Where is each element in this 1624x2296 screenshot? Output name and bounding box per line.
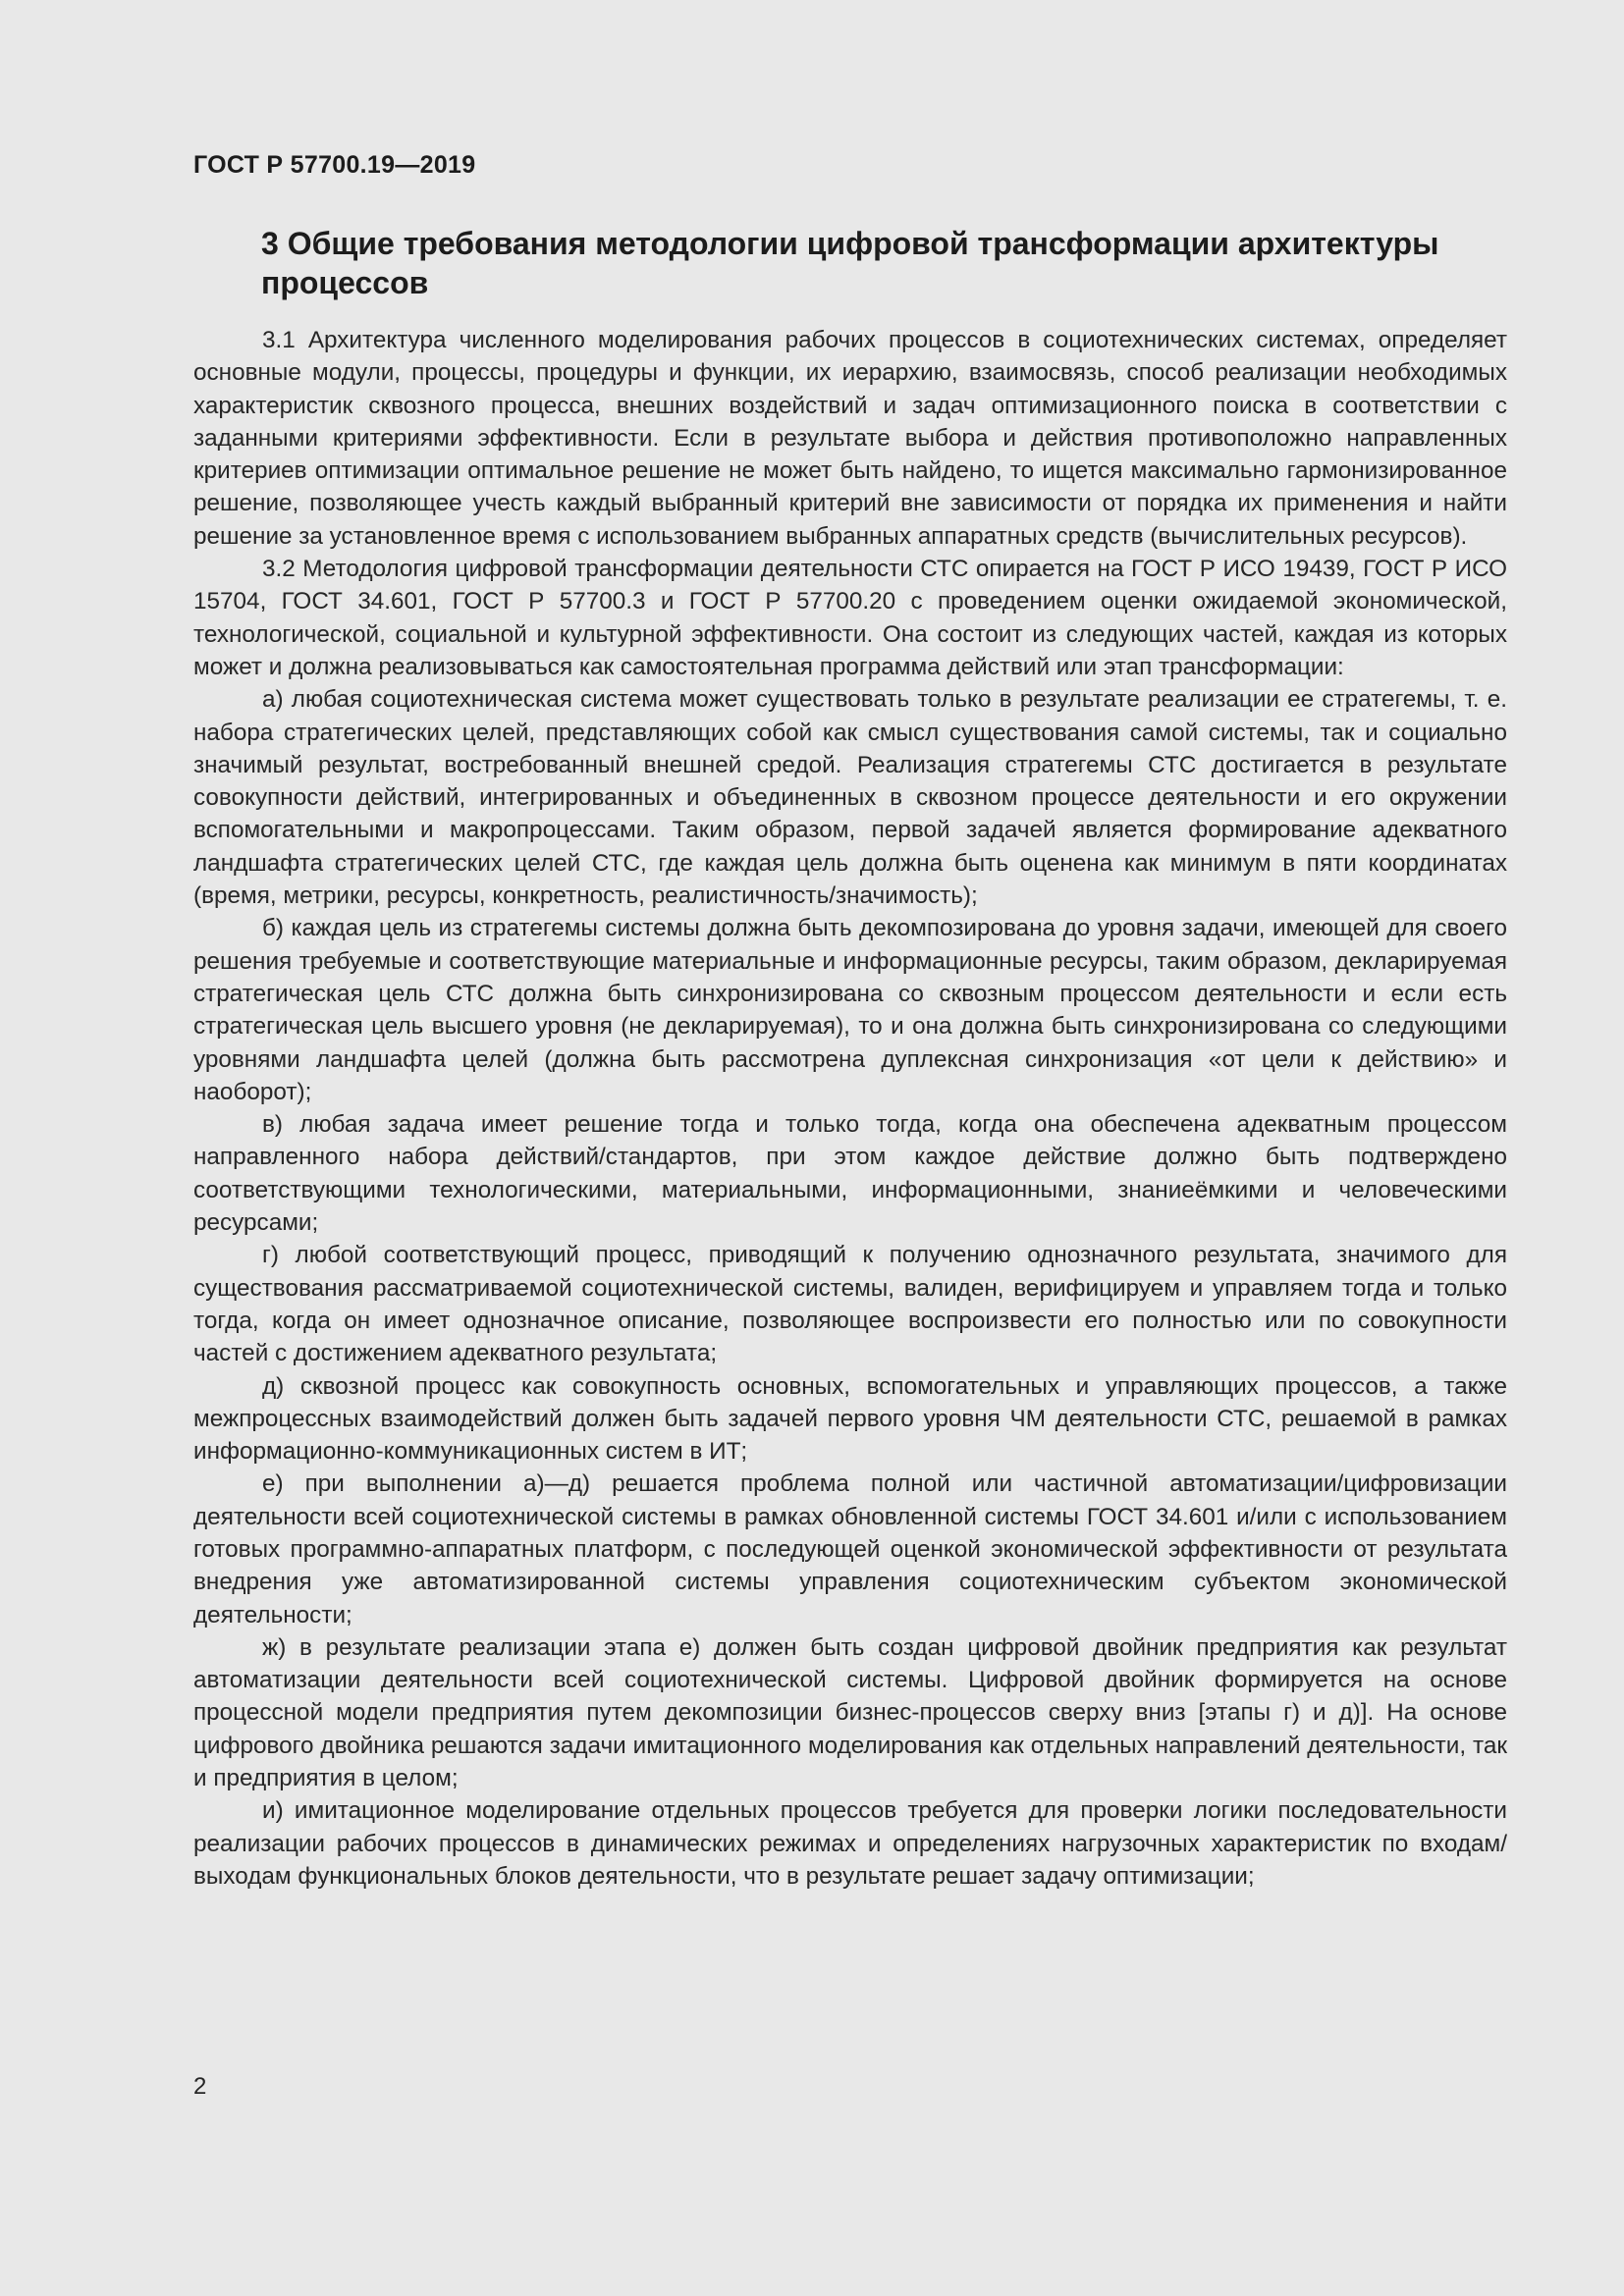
list-item-b: б) каждая цель из стратегемы системы должна быть декомпозирована до уровня задачи, имеющей для своего решения требуемые и соответствующие материальные и информационные ресурсы, таким образом, декларируемая стратегическая цель СТС должна быть синхронизирована со сквозным процессом деятельности и если есть стратегическая цель высшего уровня (не декларируемая), то и она должна быть синхронизирована со следующими уровнями ландшафта целей (должна быть рассмотрена дуплексная синхронизация «от цели к действию» и наоборот); — [193, 915, 1507, 1105]
paragraph-3-1: 3.1 Архитектура численного моделирования рабочих процессов в социотехнических системах, определяет основные модули, процессы, процедуры и функции, их иерархию, взаимосвязь, способ реализации необходимых характеристик сквозного процесса, внешних воздействий и задач оптимизационного поиска в соответствии с заданными критериями эффективности. Если в результате выбора и действия противоположно направленных критериев оптимизации оптимальное решение не может быть найдено, то ищется максимально гармонизированное решение, позволяющее учесть каждый выбранный критерий вне зависимости от порядка их применения и найти решение за установленное время с использованием выбранных аппаратных средств (вычислительных ресурсов). — [193, 327, 1507, 550]
page-number: 2 — [193, 2073, 207, 2100]
section-title: 3 Общие требования методологии цифровой трансформации архитектуры процессов — [261, 226, 1439, 300]
list-item-i: и) имитационное моделирование отдельных процессов требуется для проверки логики последовательности реализации рабочих процессов в динамических режимах и определениях нагрузочных характеристик по входам/выходам функциональных блоков деятельности, что в результате решает задачу оптимизации; — [193, 1797, 1507, 1890]
body-text — [193, 324, 1507, 1893]
list-item-d: д) сквозной процесс как совокупность основных, вспомогательных и управляющих процессов, а также межпроцессных взаимодействий должен быть задачей первого уровня ЧМ деятельности СТС, решаемой в рамках информационно-коммуникационных систем в ИТ; — [193, 1372, 1507, 1466]
list-item-v: в) любая задача имеет решение тогда и только тогда, когда она обеспечена адекватным процессом направленного набора действий/стандартов, при этом каждое действие должно быть подтверждено соответствующими технологическими, материальными, информационными, знаниеёмкими и человеческими ресурсами; — [193, 1111, 1507, 1237]
list-item-a: а) любая социотехническая система может существовать только в результате реализации ее стратегемы, т. е. набора стратегических целей, представляющих собой как смысл существования самой системы, так и социально значимый результат, востребованный внешней средой. Реализация стратегемы СТС достигается в результате совокупности действий, интегрированных и объединенных в сквозном процессе деятельности и его окружении вспомогательными и макропроцессами. Таким образом, первой задачей является формирование адекватного ландшафта стратегических целей СТС, где каждая цель должна быть оценена как минимум в пяти координатах (время, метрики, ресурсы, конкретность, реалистичность/значимость); — [193, 686, 1507, 910]
document-header: ГОСТ Р 57700.19—2019 — [193, 151, 476, 179]
list-item-g: г) любой соответствующий процесс, приводящий к получению однозначного результата, значимого для существования рассматриваемой социотехнической системы, валиден, верифицируем и управляем тогда и только тогда, когда он имеет однозначное описание, позволяющее воспроизвести его полностью или по совокупности частей с достижением адекватного результата; — [193, 1242, 1507, 1367]
list-item-zh: ж) в результате реализации этапа е) должен быть создан цифровой двойник предприятия как результат автоматизации деятельности всей социотехнической системы. Цифровой двойник формируется на основе процессной модели предприятия путем декомпозиции бизнес-процессов сверху вниз [этапы г) и д)]. На основе цифрового двойника решаются задачи имитационного моделирования как отдельных направлений деятельности, так и предприятия в целом; — [193, 1633, 1507, 1792]
list-item-e: е) при выполнении а)—д) решается проблема полной или частичной автоматизации/цифровизации деятельности всей социотехнической системы в рамках обновленной системы ГОСТ 34.601 и/или с использованием готовых программно-аппаратных платформ, с последующей оценкой экономической эффективности от результата внедрения уже автоматизированной системы управления социотехническим субъектом экономической деятельности; — [193, 1470, 1507, 1629]
paragraph-3-2: 3.2 Методология цифровой трансформации деятельности СТС опирается на ГОСТ Р ИСО 19439, ГОСТ Р ИСО 15704, ГОСТ 34.601, ГОСТ Р 57700.3 и ГОСТ Р 57700.20 с проведением оценки ожидаемой экономической, технологической, социальной и культурной эффективности. Она состоит из следующих частей, каждая из которых может и должна реализовываться как самостоятельная программа действий или этап трансформации: — [193, 556, 1507, 680]
